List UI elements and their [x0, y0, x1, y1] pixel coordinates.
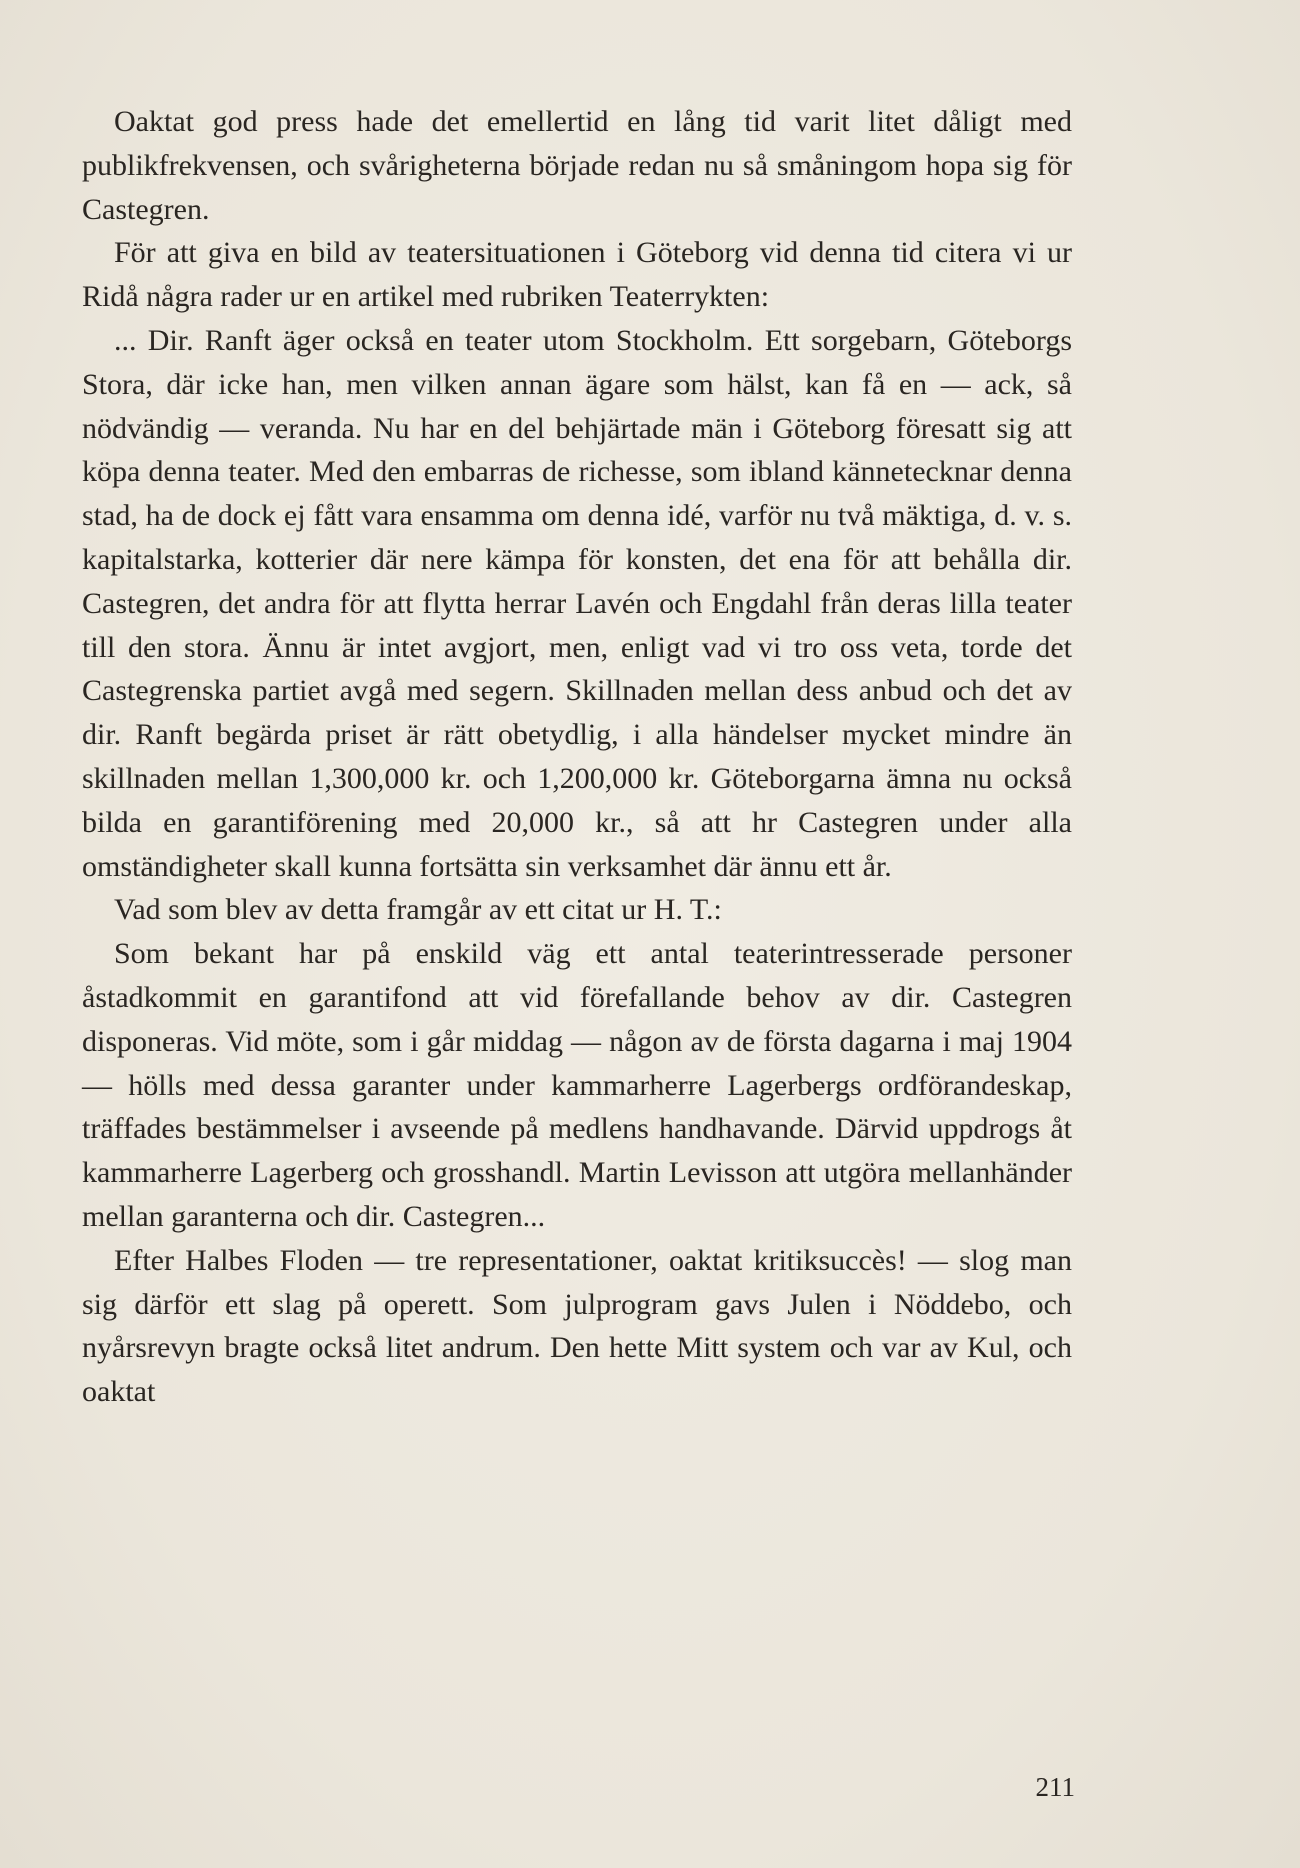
paragraph-teatersituation: För att giva en bild av teatersituationen i Göteborg vid denna tid citera vi ur Ridå några rader ur en artikel med rubriken Teaterrykten: [82, 236, 1072, 314]
page-number: 211 [1035, 1772, 1075, 1802]
quote-teaterrykten: ... Dir. Ranft äger också en teater utom Stockholm. Ett sorgebarn, Göteborgs Stora, där icke han, men vilken annan ägare som hälst, kan få en — ack, så nödvändig — veranda. Nu har en del behjärtade män i Göteborg föresatt sig att köpa denna teater. Med den embarras de richesse, som ibland kännetecknar denna stad, ha de dock ej fått vara ensamma om denna idé, varför nu två mäktiga, d. v. s. kapitalstarka, kotterier där nere kämpa för konsten, det ena för att behålla dir. Castegren, det andra för att flytta herrar Lavén och Engdahl från deras lilla teater till den stora. Ännu är intet avgjort, men, enligt vad vi tro oss veta, torde det Castegrenska partiet avgå med segern. Skillnaden mellan dess anbud och det av dir. Ranft begärda priset är rätt obetydlig, i alla händelser mycket mindre än skillnaden mellan 1,300,000 kr. och 1,200,000 kr. Göteborgarna ämna nu också bilda en garantiförening med 20,000 kr., så att hr Castegren under alla omständigheter skall kunna fortsätta sin verksamhet där ännu ett år. [82, 323, 1072, 883]
paragraph-ht-intro: Vad som blev av detta framgår av ett citat ur H. T.: [114, 893, 722, 927]
paragraph-halbes-floden: Efter Halbes Floden — tre representationer, oaktat kritiksuccès! — slog man sig därför ett slag på operett. Som julprogram gavs Julen i Nöddebo, och nyårsrevyn bragte också litet andrum. Den hette Mitt system och var av Kul, och oaktat [82, 1243, 1072, 1409]
quote-ht-citat: Som bekant har på enskild väg ett antal teaterintresserade personer åstadkommit en garantifond att vid förefallande behov av dir. Castegren disponeras. Vid möte, som i går middag — någon av de första dagarna i maj 1904 — hölls med dessa garanter under kammarherre Lagerbergs ordförandeskap, träffades bestämmelser i avseende på medlens handhavande. Därvid uppdrogs åt kammarherre Lagerberg och grosshandl. Martin Levisson att utgöra mellanhänder mellan garanterna och dir. Castegren... [82, 937, 1072, 1233]
page-body-text [82, 100, 1072, 1414]
paragraph-publikfrekvens: Oaktat god press hade det emellertid en lång tid varit litet dåligt med publikfrekvensen, och svårigheterna började redan nu så småningom hopa sig för Castegren. [82, 105, 1072, 226]
